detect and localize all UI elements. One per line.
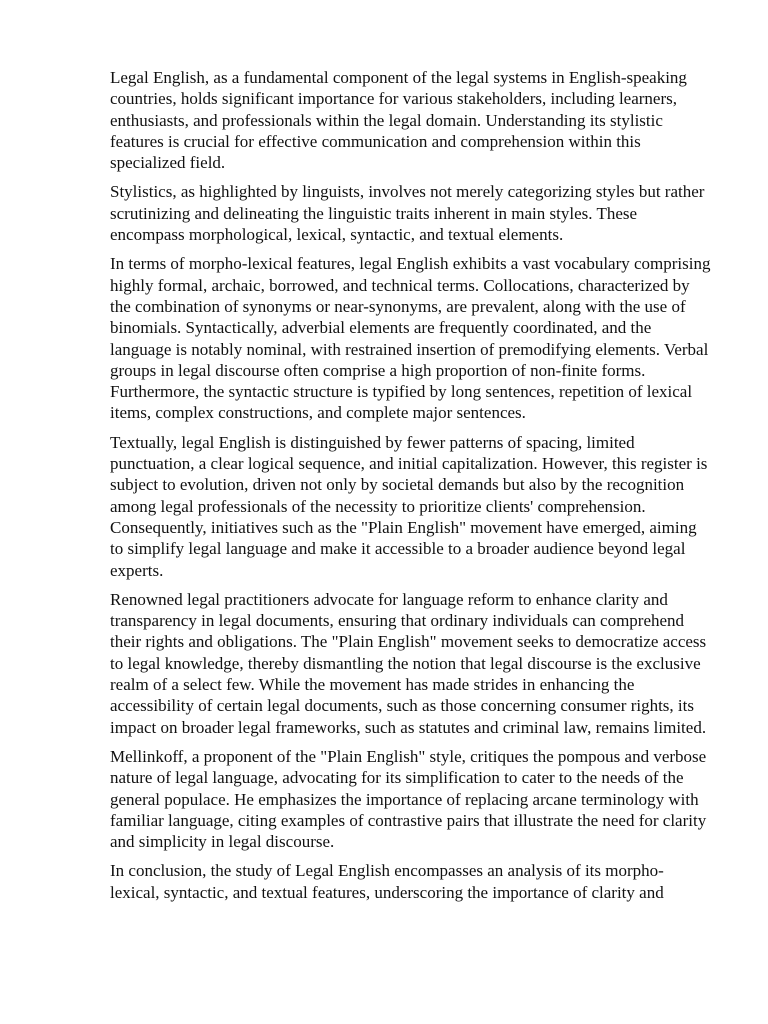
paragraph-language-reform: Renowned legal practitioners advocate for language reform to enhance clarity and transparency in legal documents, ensuring that ordinary individuals can comprehend their rights and obligations. The "Plain English" movement seeks to democratize access to legal knowledge, thereby dismantling the notion that legal discourse is the exclusive realm of a select few. While the movement has made strides in enhancing the accessibility of certain legal documents, such as those concerning consumer rights, its impact on broader legal frameworks, such as statutes and criminal law, remains limited. bbox=[110, 589, 707, 737]
paragraph-morpho-lexical: In terms of morpho-lexical features, legal English exhibits a vast vocabulary comprising highly formal, archaic, borrowed, and technical terms. Collocations, characterized by the combination of synonyms or near-synonyms, are prevalent, along with the use of binomials. Syntactically, adverbial elements are frequently coordinated, and the language is notably nominal, with restrained insertion of premodifying elements. Verbal groups in legal discourse often comprise a high proportion of non-finite forms. Furthermore, the syntactic structure is typified by long sentences, repetition of lexical items, complex constructions, and complete major sentences. bbox=[110, 254, 711, 423]
paragraph-mellinkoff: Mellinkoff, a proponent of the "Plain English" style, critiques the pompous and verbose nature of legal language, advocating for its simplification to cater to the needs of the general populace. He emphasizes the importance of replacing arcane terminology with familiar language, citing examples of contrastive pairs that illustrate the need for clarity and simplicity in legal discourse. bbox=[110, 746, 707, 852]
document-body bbox=[110, 67, 712, 911]
paragraph-conclusion: In conclusion, the study of Legal English encompasses an analysis of its morpho-lexical, syntactic, and textual features, underscoring the importance of clarity and bbox=[110, 861, 664, 902]
paragraph-introduction: Legal English, as a fundamental component of the legal systems in English-speaking countries, holds significant importance for various stakeholders, including learners, enthusiasts, and professionals within the legal domain. Understanding its stylistic features is crucial for effective communication and comprehension within this specialized field. bbox=[110, 68, 687, 173]
paragraph-stylistics: Stylistics, as highlighted by linguists, involves not merely categorizing styles but rather scrutinizing and delineating the linguistic traits inherent in main styles. These encompass morphological, lexical, syntactic, and textual elements. bbox=[110, 182, 705, 245]
paragraph-textual: Textually, legal English is distinguished by fewer patterns of spacing, limited punctuation, a clear logical sequence, and initial capitalization. However, this register is subject to evolution, driven not only by societal demands but also by the recognition among legal professionals of the necessity to prioritize clients' comprehension. Consequently, initiatives such as the "Plain English" movement have emerged, aiming to simplify legal language and make it accessible to a broader audience beyond legal experts. bbox=[110, 432, 708, 580]
